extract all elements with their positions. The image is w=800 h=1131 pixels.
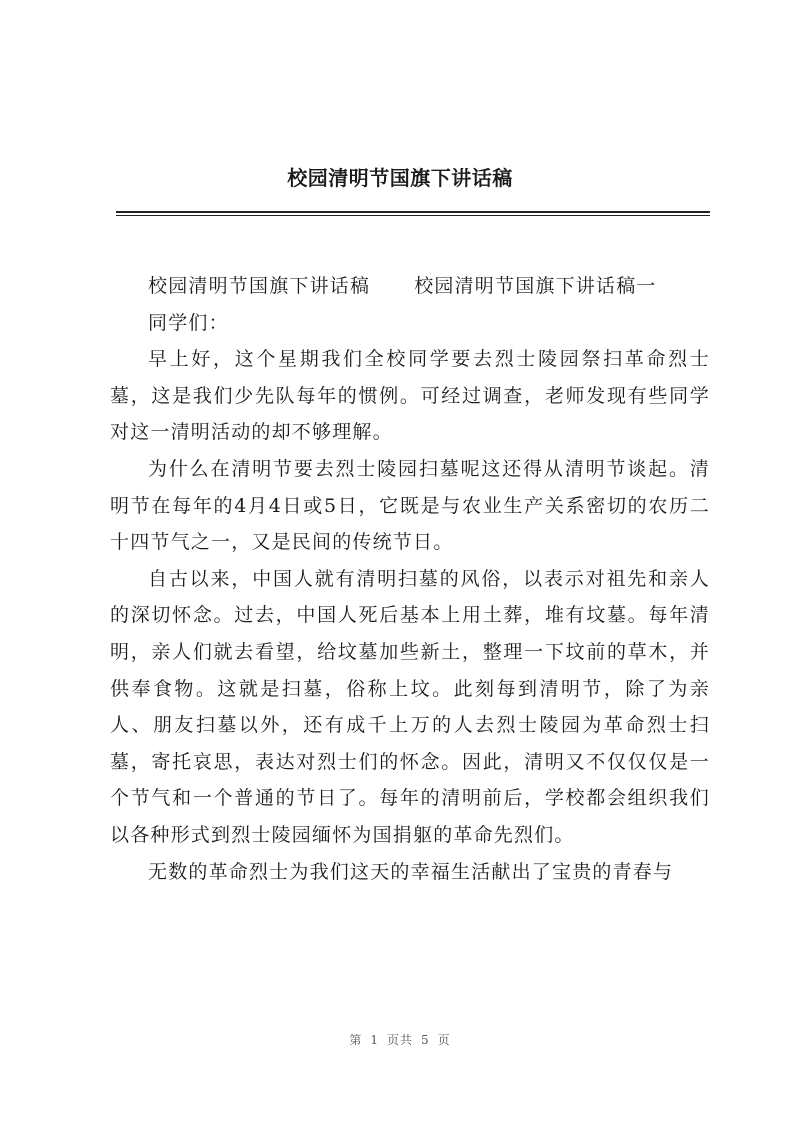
footer-page-number: 1 bbox=[370, 1033, 379, 1047]
page-footer bbox=[0, 1031, 800, 1049]
footer-total-pages: 5 bbox=[421, 1033, 430, 1047]
paragraph: 无数的革命烈士为我们这天的幸福生活献出了宝贵的青春与 bbox=[148, 860, 674, 883]
title-divider-thin bbox=[116, 215, 710, 216]
document-title: 校园清明节国旗下讲话稿 bbox=[287, 166, 513, 190]
paragraph: 为什么在清明节要去烈士陵园扫墓呢这还得从清明节谈起。清明节在每年的4月4日或5日，它既是与农业生产关系密切的农历二十四节气之一，又是民间的传统节日。 bbox=[110, 457, 710, 554]
paragraph-salutation: 同学们： bbox=[148, 311, 229, 334]
footer-mid: 页共 bbox=[386, 1033, 413, 1047]
heading-line bbox=[110, 268, 710, 305]
heading-line-left: 校园清明节国旗下讲话稿 bbox=[148, 275, 371, 297]
document-body bbox=[110, 268, 710, 890]
paragraph: 早上好，这个星期我们全校同学要去烈士陵园祭扫革命烈士墓，这是我们少先队每年的惯例。可经过调查，老师发现有些同学对这一清明活动的却不够理解。 bbox=[110, 348, 710, 444]
heading-line-right: 校园清明节国旗下讲话稿一 bbox=[414, 275, 657, 297]
footer-prefix: 第 bbox=[349, 1033, 363, 1047]
footer-suffix: 页 bbox=[437, 1033, 451, 1047]
title-divider-thick bbox=[116, 211, 710, 213]
paragraph: 自古以来，中国人就有清明扫墓的风俗，以表示对祖先和亲人的深切怀念。过去，中国人死后基本上用土葬，堆有坟墓。每年清明，亲人们就去看望，给坟墓加些新土，整理一下坟前的草木，并供奉食物。这就是扫墓，俗称上坟。此刻每到清明节，除了为亲人、朋友扫墓以外，还有成千上万的人去烈士陵园为革命烈士扫墓，寄托哀思，表达对烈士们的怀念。因此，清明又不仅仅仅是一个节气和一个普通的节日了。每年的清明前后，学校都会组织我们以各种形式到烈士陵园缅怀为国捐躯的革命先烈们。 bbox=[110, 567, 710, 846]
